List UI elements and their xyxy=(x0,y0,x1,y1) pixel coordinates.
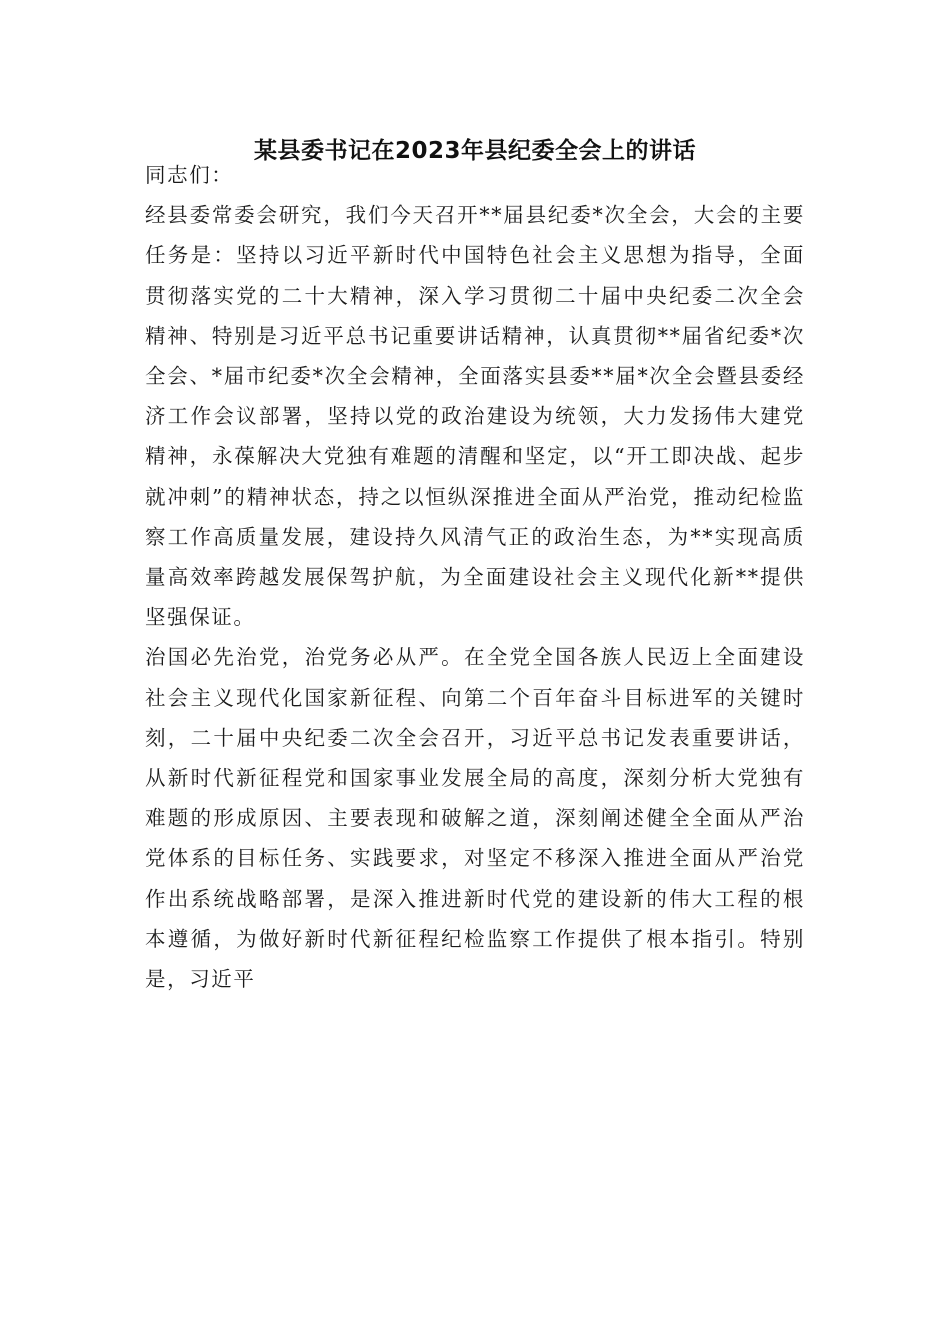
document-body xyxy=(145,155,805,999)
paragraph-2: 治国必先治党，治党务必从严。在全党全国各族人民迈上全面建设社会主义现代化国家新征程、向第二个百年奋斗目标进军的关键时刻，二十届中央纪委二次全会召开，习近平总书记发表重要讲话，从新时代新征程党和国家事业发展全局的高度，深刻分析大党独有难题的形成原因、主要表现和破解之道，深刻阐述健全全面从严治党体系的目标任务、实践要求，对坚定不移深入推进全面从严治党作出系统战略部署，是深入推进新时代党的建设新的伟大工程的根本遵循，为做好新时代新征程纪检监察工作提供了根本指引。特别是，习近平 xyxy=(145,645,805,992)
paragraph-1: 经县委常委会研究，我们今天召开**届县纪委*次全会，大会的主要任务是：坚持以习近平新时代中国特色社会主义思想为指导，全面贯彻落实党的二十大精神，深入学习贯彻二十届中央纪委二次全会精神、特别是习近平总书记重要讲话精神，认真贯彻**届省纪委*次全会、*届市纪委*次全会精神，全面落实县委**届*次全会暨县委经济工作会议部署，坚持以党的政治建设为统领，大力发扬伟大建党精神，永葆解决大党独有难题的清醒和坚定，以“开工即决战、起步就冲刺”的精神状态，持之以恒纵深推进全面从严治党，推动纪检监察工作高质量发展，建设持久风清气正的政治生态，为**实现高质量高效率跨越发展保驾护航，为全面建设社会主义现代化新**提供坚强保证。 xyxy=(145,203,805,630)
salutation: 同志们： xyxy=(145,163,234,187)
document-title: 某县委书记在2023年县纪委全会上的讲话 xyxy=(253,138,696,164)
